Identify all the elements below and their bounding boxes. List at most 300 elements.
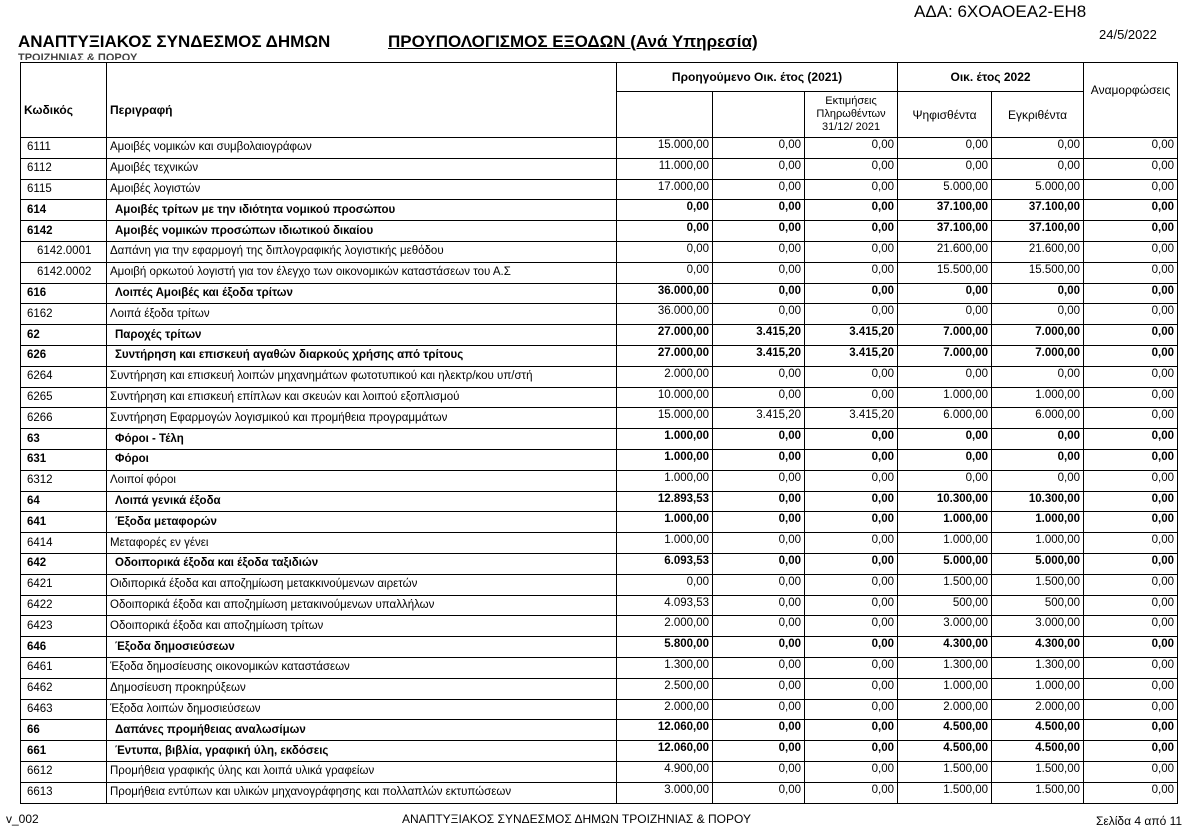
row-estimated: 0,00 xyxy=(805,429,898,450)
row-revisions: 0,00 xyxy=(1084,782,1178,803)
row-voted: 15.500,00 xyxy=(898,262,992,283)
organization-name: ΑΝΑΠΤΥΞΙΑΚΟΣ ΣΥΝΔΕΣΜΟΣ ΔΗΜΩΝ xyxy=(18,32,331,51)
row-prev-year-b: 0,00 xyxy=(713,429,805,450)
row-approved: 1.000,00 xyxy=(992,678,1084,699)
row-estimated: 0,00 xyxy=(805,470,898,491)
row-approved: 37.100,00 xyxy=(992,200,1084,221)
row-estimated: 0,00 xyxy=(805,158,898,179)
row-revisions: 0,00 xyxy=(1084,720,1178,741)
row-voted: 500,00 xyxy=(898,595,992,616)
row-prev-year-a: 4.900,00 xyxy=(617,761,713,782)
row-prev-year-b: 3.415,20 xyxy=(713,325,805,346)
row-description: Αμοιβές νομικών και συμβολαιογράφων xyxy=(107,138,617,159)
row-description: Προμήθεια γραφικής ύλης και λοιπά υλικά γραφείων xyxy=(107,761,617,782)
row-voted: 5.000,00 xyxy=(898,179,992,200)
row-estimated: 0,00 xyxy=(805,262,898,283)
row-revisions: 0,00 xyxy=(1084,595,1178,616)
row-prev-year-a: 2.000,00 xyxy=(617,699,713,720)
row-description: Φόροι - Τέλη xyxy=(107,429,617,450)
row-approved: 4.300,00 xyxy=(992,637,1084,658)
row-revisions: 0,00 xyxy=(1084,741,1178,762)
row-estimated: 0,00 xyxy=(805,741,898,762)
table-row xyxy=(21,262,1178,283)
row-approved: 0,00 xyxy=(992,429,1084,450)
row-prev-year-a: 27.000,00 xyxy=(617,325,713,346)
row-prev-year-b: 0,00 xyxy=(713,512,805,533)
row-estimated: 0,00 xyxy=(805,366,898,387)
row-prev-year-b: 0,00 xyxy=(713,782,805,803)
row-approved: 0,00 xyxy=(992,283,1084,304)
row-code: 6462 xyxy=(21,678,107,699)
row-prev-year-b: 0,00 xyxy=(713,241,805,262)
row-prev-year-b: 3.415,20 xyxy=(713,408,805,429)
row-prev-year-b: 0,00 xyxy=(713,387,805,408)
row-code: 6461 xyxy=(21,657,107,678)
row-revisions: 0,00 xyxy=(1084,366,1178,387)
table-row xyxy=(21,678,1178,699)
row-voted: 0,00 xyxy=(898,366,992,387)
row-code: 614 xyxy=(21,200,107,221)
table-row xyxy=(21,304,1178,325)
row-voted: 1.500,00 xyxy=(898,782,992,803)
row-prev-year-a: 12.060,00 xyxy=(617,720,713,741)
row-prev-year-a: 12.893,53 xyxy=(617,491,713,512)
table-row xyxy=(21,761,1178,782)
col-prev-year-b xyxy=(713,92,805,138)
row-revisions: 0,00 xyxy=(1084,449,1178,470)
row-estimated: 3.415,20 xyxy=(805,325,898,346)
budget-table xyxy=(20,62,1178,804)
row-description: Λοιπά γενικά έξοδα xyxy=(107,491,617,512)
row-voted: 4.500,00 xyxy=(898,720,992,741)
row-approved: 10.300,00 xyxy=(992,491,1084,512)
row-description: Αμοιβές τρίτων με την ιδιότητα νομικού προσώπου xyxy=(107,200,617,221)
row-approved: 4.500,00 xyxy=(992,720,1084,741)
row-approved: 4.500,00 xyxy=(992,741,1084,762)
row-estimated: 0,00 xyxy=(805,595,898,616)
row-code: 626 xyxy=(21,345,107,366)
row-description: Δαπάνη για την εφαρμογή της διπλογραφικής λογιστικής μεθόδου xyxy=(107,241,617,262)
row-revisions: 0,00 xyxy=(1084,637,1178,658)
col-current-year-header: Οικ. έτος 2022 xyxy=(898,63,1084,92)
row-voted: 1.000,00 xyxy=(898,678,992,699)
footer-organization: ΑΝΑΠΤΥΞΙΑΚΟΣ ΣΥΝΔΕΣΜΟΣ ΔΗΜΩΝ ΤΡΟΙΖΗΝΙΑΣ & ΠΟΡΟΥ xyxy=(402,812,751,826)
row-prev-year-a: 5.800,00 xyxy=(617,637,713,658)
table-row xyxy=(21,138,1178,159)
row-estimated: 0,00 xyxy=(805,533,898,554)
row-voted: 5.000,00 xyxy=(898,553,992,574)
row-prev-year-a: 2.000,00 xyxy=(617,366,713,387)
row-voted: 7.000,00 xyxy=(898,325,992,346)
row-estimated: 0,00 xyxy=(805,449,898,470)
row-estimated: 0,00 xyxy=(805,699,898,720)
row-code: 6162 xyxy=(21,304,107,325)
table-row xyxy=(21,720,1178,741)
row-approved: 1.500,00 xyxy=(992,782,1084,803)
row-prev-year-a: 0,00 xyxy=(617,574,713,595)
row-prev-year-b: 0,00 xyxy=(713,657,805,678)
row-estimated: 0,00 xyxy=(805,283,898,304)
row-code: 63 xyxy=(21,429,107,450)
row-estimated: 0,00 xyxy=(805,491,898,512)
row-description: Οδοιπορικά έξοδα και αποζημίωση τρίτων xyxy=(107,616,617,637)
row-revisions: 0,00 xyxy=(1084,761,1178,782)
row-prev-year-b: 0,00 xyxy=(713,595,805,616)
row-voted: 6.000,00 xyxy=(898,408,992,429)
row-revisions: 0,00 xyxy=(1084,345,1178,366)
row-description: Συντήρηση και επισκευή αγαθών διαρκούς χρήσης από τρίτους xyxy=(107,345,617,366)
table-row xyxy=(21,241,1178,262)
row-prev-year-a: 1.000,00 xyxy=(617,533,713,554)
row-voted: 1.500,00 xyxy=(898,761,992,782)
row-approved: 1.000,00 xyxy=(992,387,1084,408)
row-prev-year-b: 0,00 xyxy=(713,262,805,283)
row-approved: 1.500,00 xyxy=(992,574,1084,595)
row-approved: 1.000,00 xyxy=(992,533,1084,554)
row-code: 62 xyxy=(21,325,107,346)
row-code: 64 xyxy=(21,491,107,512)
row-voted: 0,00 xyxy=(898,449,992,470)
row-prev-year-a: 11.000,00 xyxy=(617,158,713,179)
row-approved: 37.100,00 xyxy=(992,221,1084,242)
row-estimated: 0,00 xyxy=(805,241,898,262)
table-row xyxy=(21,387,1178,408)
row-description: Προμήθεια εντύπων και υλικών μηχανογράφησης και πολλαπλών εκτυπώσεων xyxy=(107,782,617,803)
row-revisions: 0,00 xyxy=(1084,429,1178,450)
row-prev-year-b: 0,00 xyxy=(713,200,805,221)
row-code: 661 xyxy=(21,741,107,762)
row-prev-year-a: 2.500,00 xyxy=(617,678,713,699)
budget-rows xyxy=(21,138,1178,804)
table-row xyxy=(21,158,1178,179)
row-revisions: 0,00 xyxy=(1084,512,1178,533)
row-revisions: 0,00 xyxy=(1084,657,1178,678)
row-description: Λοιπά έξοδα τρίτων xyxy=(107,304,617,325)
row-prev-year-a: 15.000,00 xyxy=(617,138,713,159)
row-estimated: 0,00 xyxy=(805,138,898,159)
row-description: Έντυπα, βιβλία, γραφική ύλη, εκδόσεις xyxy=(107,741,617,762)
row-prev-year-b: 0,00 xyxy=(713,574,805,595)
row-description: Οδοιπορικά έξοδα και έξοδα ταξιδιών xyxy=(107,553,617,574)
col-prev-year-header: Προηγούμενο Οικ. έτος (2021) xyxy=(617,63,898,92)
row-revisions: 0,00 xyxy=(1084,699,1178,720)
row-revisions: 0,00 xyxy=(1084,408,1178,429)
row-description: Φόροι xyxy=(107,449,617,470)
row-revisions: 0,00 xyxy=(1084,678,1178,699)
row-revisions: 0,00 xyxy=(1084,283,1178,304)
table-row xyxy=(21,408,1178,429)
row-prev-year-b: 0,00 xyxy=(713,470,805,491)
row-revisions: 0,00 xyxy=(1084,470,1178,491)
table-row xyxy=(21,470,1178,491)
page-title: ΠΡΟΥΠΟΛΟΓΙΣΜΟΣ ΕΞΟΔΩΝ (Ανά Υπηρεσία) xyxy=(388,32,758,51)
row-prev-year-a: 15.000,00 xyxy=(617,408,713,429)
col-approved-header: Εγκριθέντα xyxy=(992,92,1084,138)
table-row xyxy=(21,574,1178,595)
row-prev-year-b: 0,00 xyxy=(713,720,805,741)
row-prev-year-a: 6.093,53 xyxy=(617,553,713,574)
row-code: 6423 xyxy=(21,616,107,637)
row-revisions: 0,00 xyxy=(1084,179,1178,200)
row-prev-year-a: 1.000,00 xyxy=(617,470,713,491)
row-voted: 0,00 xyxy=(898,304,992,325)
table-row xyxy=(21,657,1178,678)
row-approved: 0,00 xyxy=(992,304,1084,325)
row-voted: 4.500,00 xyxy=(898,741,992,762)
row-voted: 10.300,00 xyxy=(898,491,992,512)
row-code: 6414 xyxy=(21,533,107,554)
estimated-line-1: Εκτιμήσεις xyxy=(825,95,877,107)
footer-version: v_002 xyxy=(6,812,39,826)
row-revisions: 0,00 xyxy=(1084,304,1178,325)
row-estimated: 0,00 xyxy=(805,179,898,200)
row-voted: 37.100,00 xyxy=(898,221,992,242)
row-code: 6463 xyxy=(21,699,107,720)
table-row xyxy=(21,221,1178,242)
row-code: 66 xyxy=(21,720,107,741)
row-revisions: 0,00 xyxy=(1084,387,1178,408)
row-approved: 1.500,00 xyxy=(992,761,1084,782)
table-row xyxy=(21,741,1178,762)
row-prev-year-b: 0,00 xyxy=(713,699,805,720)
row-description: Αμοιβές τεχνικών xyxy=(107,158,617,179)
row-code: 6265 xyxy=(21,387,107,408)
row-revisions: 0,00 xyxy=(1084,262,1178,283)
row-prev-year-a: 0,00 xyxy=(617,200,713,221)
row-description: Δαπάνες προμήθειας αναλωσίμων xyxy=(107,720,617,741)
row-revisions: 0,00 xyxy=(1084,616,1178,637)
row-approved: 0,00 xyxy=(992,366,1084,387)
row-voted: 1.500,00 xyxy=(898,574,992,595)
row-estimated: 0,00 xyxy=(805,657,898,678)
row-estimated: 3.415,20 xyxy=(805,408,898,429)
estimated-line-2: Πληρωθέντων xyxy=(816,108,886,120)
row-code: 642 xyxy=(21,553,107,574)
row-estimated: 0,00 xyxy=(805,574,898,595)
row-revisions: 0,00 xyxy=(1084,553,1178,574)
row-approved: 0,00 xyxy=(992,449,1084,470)
row-estimated: 0,00 xyxy=(805,782,898,803)
row-prev-year-a: 17.000,00 xyxy=(617,179,713,200)
row-prev-year-a: 4.093,53 xyxy=(617,595,713,616)
row-voted: 2.000,00 xyxy=(898,699,992,720)
row-prev-year-b: 0,00 xyxy=(713,304,805,325)
row-description: Έξοδα δημοσίευσης οικονομικών καταστάσεων xyxy=(107,657,617,678)
row-prev-year-b: 0,00 xyxy=(713,366,805,387)
row-description: Αμοιβές λογιστών xyxy=(107,179,617,200)
row-estimated: 0,00 xyxy=(805,221,898,242)
row-prev-year-a: 36.000,00 xyxy=(617,283,713,304)
row-revisions: 0,00 xyxy=(1084,574,1178,595)
row-approved: 3.000,00 xyxy=(992,616,1084,637)
row-code: 631 xyxy=(21,449,107,470)
row-approved: 5.000,00 xyxy=(992,179,1084,200)
table-row xyxy=(21,491,1178,512)
row-estimated: 0,00 xyxy=(805,637,898,658)
row-voted: 3.000,00 xyxy=(898,616,992,637)
row-prev-year-b: 0,00 xyxy=(713,449,805,470)
ada-code: ΑΔΑ: 6ΧΟΑΟΕΑ2-ΕΗ8 xyxy=(914,2,1087,21)
row-code: 6111 xyxy=(21,138,107,159)
row-revisions: 0,00 xyxy=(1084,138,1178,159)
row-approved: 5.000,00 xyxy=(992,553,1084,574)
row-description: Μεταφορές εν γένει xyxy=(107,533,617,554)
row-description: Παροχές τρίτων xyxy=(107,325,617,346)
row-code: 6115 xyxy=(21,179,107,200)
row-description: Συντήρηση Εφαρμογών λογισμικού και προμήθεια προγραμμάτων xyxy=(107,408,617,429)
table-row xyxy=(21,283,1178,304)
row-description: Οδοιπορικά έξοδα και αποζημίωση μετακινούμενων υπαλλήλων xyxy=(107,595,617,616)
row-prev-year-a: 2.000,00 xyxy=(617,616,713,637)
row-prev-year-a: 36.000,00 xyxy=(617,304,713,325)
row-revisions: 0,00 xyxy=(1084,158,1178,179)
row-estimated: 0,00 xyxy=(805,387,898,408)
table-row xyxy=(21,366,1178,387)
row-description: Έξοδα λοιπών δημοσιεύσεων xyxy=(107,699,617,720)
table-row xyxy=(21,553,1178,574)
row-code: 6422 xyxy=(21,595,107,616)
footer-page-number: Σελίδα 4 από 11 xyxy=(1096,814,1183,828)
row-code: 6421 xyxy=(21,574,107,595)
row-voted: 1.000,00 xyxy=(898,533,992,554)
row-prev-year-b: 0,00 xyxy=(713,283,805,304)
row-estimated: 0,00 xyxy=(805,720,898,741)
row-prev-year-a: 1.300,00 xyxy=(617,657,713,678)
row-prev-year-b: 0,00 xyxy=(713,533,805,554)
col-revisions-header: Αναμορφώσεις xyxy=(1084,63,1178,138)
table-row xyxy=(21,782,1178,803)
col-description-header: Περιγραφή xyxy=(107,63,617,138)
row-prev-year-b: 0,00 xyxy=(713,158,805,179)
row-description: Συντήρηση και επισκευή λοιπών μηχανημάτων φωτοτυπικού και ηλεκτρ/κου υπ/στή xyxy=(107,366,617,387)
row-description: Δημοσίευση προκηρύξεων xyxy=(107,678,617,699)
row-approved: 7.000,00 xyxy=(992,325,1084,346)
row-prev-year-a: 27.000,00 xyxy=(617,345,713,366)
table-row xyxy=(21,616,1178,637)
row-voted: 37.100,00 xyxy=(898,200,992,221)
row-voted: 21.600,00 xyxy=(898,241,992,262)
row-description: Λοιπές Αμοιβές και έξοδα τρίτων xyxy=(107,283,617,304)
table-row xyxy=(21,325,1178,346)
row-description: Συντήρηση και επισκευή επίπλων και σκευών και λοιπού εξοπλισμού xyxy=(107,387,617,408)
row-approved: 0,00 xyxy=(992,470,1084,491)
col-voted-header: Ψηφισθέντα xyxy=(898,92,992,138)
row-prev-year-b: 3.415,20 xyxy=(713,345,805,366)
row-approved: 2.000,00 xyxy=(992,699,1084,720)
row-voted: 0,00 xyxy=(898,470,992,491)
row-prev-year-b: 0,00 xyxy=(713,616,805,637)
row-voted: 1.000,00 xyxy=(898,387,992,408)
row-voted: 0,00 xyxy=(898,429,992,450)
row-revisions: 0,00 xyxy=(1084,200,1178,221)
row-estimated: 0,00 xyxy=(805,616,898,637)
row-approved: 0,00 xyxy=(992,158,1084,179)
row-prev-year-b: 0,00 xyxy=(713,553,805,574)
row-estimated: 3.415,20 xyxy=(805,345,898,366)
table-row xyxy=(21,449,1178,470)
table-row xyxy=(21,699,1178,720)
row-estimated: 0,00 xyxy=(805,761,898,782)
row-prev-year-a: 0,00 xyxy=(617,221,713,242)
row-estimated: 0,00 xyxy=(805,553,898,574)
row-code: 616 xyxy=(21,283,107,304)
row-prev-year-a: 12.060,00 xyxy=(617,741,713,762)
row-revisions: 0,00 xyxy=(1084,491,1178,512)
table-row xyxy=(21,637,1178,658)
row-code: 6312 xyxy=(21,470,107,491)
row-voted: 0,00 xyxy=(898,158,992,179)
row-prev-year-a: 0,00 xyxy=(617,262,713,283)
row-approved: 1.000,00 xyxy=(992,512,1084,533)
row-voted: 1.000,00 xyxy=(898,512,992,533)
estimated-line-3: 31/12/ 2021 xyxy=(821,121,881,133)
row-prev-year-b: 0,00 xyxy=(713,138,805,159)
row-code: 646 xyxy=(21,637,107,658)
col-code-header: Κωδικός xyxy=(21,63,107,138)
row-approved: 21.600,00 xyxy=(992,241,1084,262)
row-prev-year-a: 10.000,00 xyxy=(617,387,713,408)
row-prev-year-a: 1.000,00 xyxy=(617,449,713,470)
row-code: 6142 xyxy=(21,221,107,242)
table-row xyxy=(21,533,1178,554)
row-description: Έξοδα δημοσιεύσεων xyxy=(107,637,617,658)
row-code: 6142.0002 xyxy=(21,262,107,283)
row-description: Αμοιβές νομικών προσώπων ιδιωτικού δικαίου xyxy=(107,221,617,242)
table-row xyxy=(21,345,1178,366)
table-row xyxy=(21,179,1178,200)
row-prev-year-b: 0,00 xyxy=(713,761,805,782)
row-prev-year-b: 0,00 xyxy=(713,637,805,658)
row-approved: 15.500,00 xyxy=(992,262,1084,283)
row-description: Οιδιπορικά έξοδα και αποζημίωση μετακκινούμενων αιρετών xyxy=(107,574,617,595)
row-revisions: 0,00 xyxy=(1084,325,1178,346)
row-prev-year-b: 0,00 xyxy=(713,678,805,699)
row-estimated: 0,00 xyxy=(805,512,898,533)
col-estimated-header xyxy=(805,92,898,138)
row-estimated: 0,00 xyxy=(805,200,898,221)
row-description: Αμοιβή ορκωτού λογιστή για τον έλεγχο των οικονομικών καταστάσεων του Α.Σ xyxy=(107,262,617,283)
table-row xyxy=(21,595,1178,616)
row-prev-year-a: 3.000,00 xyxy=(617,782,713,803)
row-code: 6264 xyxy=(21,366,107,387)
row-revisions: 0,00 xyxy=(1084,533,1178,554)
row-approved: 7.000,00 xyxy=(992,345,1084,366)
row-code: 6266 xyxy=(21,408,107,429)
row-code: 6612 xyxy=(21,761,107,782)
table-row xyxy=(21,512,1178,533)
row-approved: 500,00 xyxy=(992,595,1084,616)
row-prev-year-a: 1.000,00 xyxy=(617,512,713,533)
row-estimated: 0,00 xyxy=(805,678,898,699)
row-voted: 4.300,00 xyxy=(898,637,992,658)
row-approved: 0,00 xyxy=(992,138,1084,159)
table-row xyxy=(21,200,1178,221)
row-voted: 1.300,00 xyxy=(898,657,992,678)
row-prev-year-a: 0,00 xyxy=(617,241,713,262)
row-estimated: 0,00 xyxy=(805,304,898,325)
col-prev-year-a xyxy=(617,92,713,138)
row-voted: 7.000,00 xyxy=(898,345,992,366)
row-prev-year-b: 0,00 xyxy=(713,491,805,512)
report-date: 24/5/2022 xyxy=(1099,27,1157,42)
row-code: 6112 xyxy=(21,158,107,179)
row-code: 6613 xyxy=(21,782,107,803)
table-row xyxy=(21,429,1178,450)
row-code: 6142.0001 xyxy=(21,241,107,262)
row-approved: 1.300,00 xyxy=(992,657,1084,678)
row-revisions: 0,00 xyxy=(1084,241,1178,262)
organization-name-cut: ΤΡΟΙΖΗΝΙΑΣ & ΠΟΡΟΥ xyxy=(18,52,138,60)
